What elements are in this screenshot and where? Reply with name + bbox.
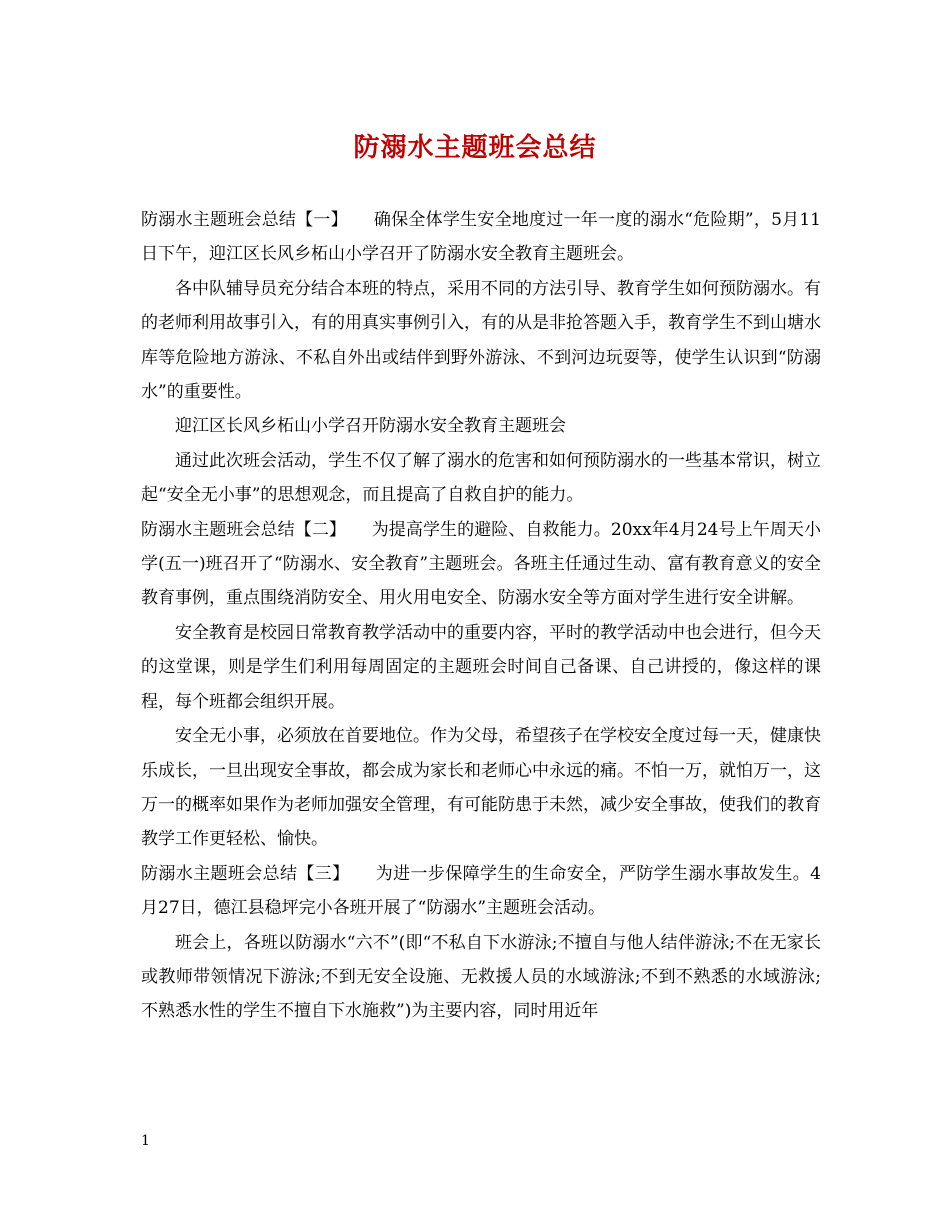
section-paragraph bbox=[141, 857, 821, 926]
paragraph-text: 为进一步保障学生的生命安全，严防学生溺水事故发生。4月27日，德江县稳坪完小各班开展了“防溺水”主题班会活动。 bbox=[141, 863, 822, 919]
paragraph: 班会上，各班以防溺水“六不”(即“不私自下水游泳;不擅自与他人结伴游泳;不在无家长或教师带领情况下游泳;不到无安全设施、无救援人员的水域游泳;不到不熟悉的水域游泳;不熟悉水性的学生不擅自下水施救”)为主要内容，同时用近年 bbox=[141, 932, 821, 1022]
heading-gap bbox=[338, 520, 372, 540]
heading-gap bbox=[341, 864, 376, 884]
section-paragraph bbox=[141, 203, 821, 272]
section-heading: 防溺水主题班会总结【一】 bbox=[141, 210, 340, 230]
section-heading: 防溺水主题班会总结【三】 bbox=[141, 863, 342, 884]
heading-gap bbox=[339, 210, 373, 230]
paragraph: 各中队辅导员充分结合本班的特点，采用不同的方法引导、教育学生如何预防溺水。有的老师利用故事引入，有的用真实事例引入，有的从是非抢答题入手，教育学生不到山塘水库等危险地方游泳、不私自外出或结伴到野外游泳、不到河边玩耍等，使学生认识到“防溺水”的重要性。 bbox=[141, 278, 821, 403]
paragraph: 安全教育是校园日常教育教学活动中的重要内容，平时的教学活动中也会进行，但今天的这堂课，则是学生们利用每周固定的主题班会时间自己备课、自己讲授的，像这样的课程，每个班都会组织开展。 bbox=[141, 622, 821, 712]
paragraph-text: 为提高学生的避险、自救能力。20xx年4月24号上午周天小学(五一)班召开了“防溺水、安全教育”主题班会。各班主任通过生动、富有教育意义的安全教育事例，重点围绕消防安全、用火用电安全、防溺水安全等方面对学生进行安全讲解。 bbox=[141, 519, 821, 609]
paragraph-text: 确保全体学生安全地度过一年一度的溺水“危险期”，5月11日下午，迎江区长风乡柘山小学召开了防溺水安全教育主题班会。 bbox=[141, 210, 821, 265]
section-heading: 防溺水主题班会总结【二】 bbox=[141, 519, 338, 540]
page-number: 1 bbox=[141, 1133, 150, 1149]
paragraph: 通过此次班会活动，学生不仅了解了溺水的危害和如何预防溺水的一些基本常识，树立起“安全无小事”的思想观念，而且提高了自救自护的能力。 bbox=[141, 450, 821, 506]
section-paragraph bbox=[141, 513, 821, 616]
document-body bbox=[141, 203, 821, 1029]
paragraph: 迎江区长风乡柘山小学召开防溺水安全教育主题班会 bbox=[175, 416, 566, 437]
page-title: 防溺水主题班会总结 bbox=[353, 133, 597, 163]
paragraph: 安全无小事，必须放在首要地位。作为父母，希望孩子在学校安全度过每一天，健康快乐成长，一旦出现安全事故，都会成为家长和老师心中永远的痛。不怕一万，就怕万一，这万一的概率如果作为老师加强安全管理，有可能防患于未然，减少安全事故，使我们的教育教学工作更轻松、愉快。 bbox=[141, 726, 821, 850]
